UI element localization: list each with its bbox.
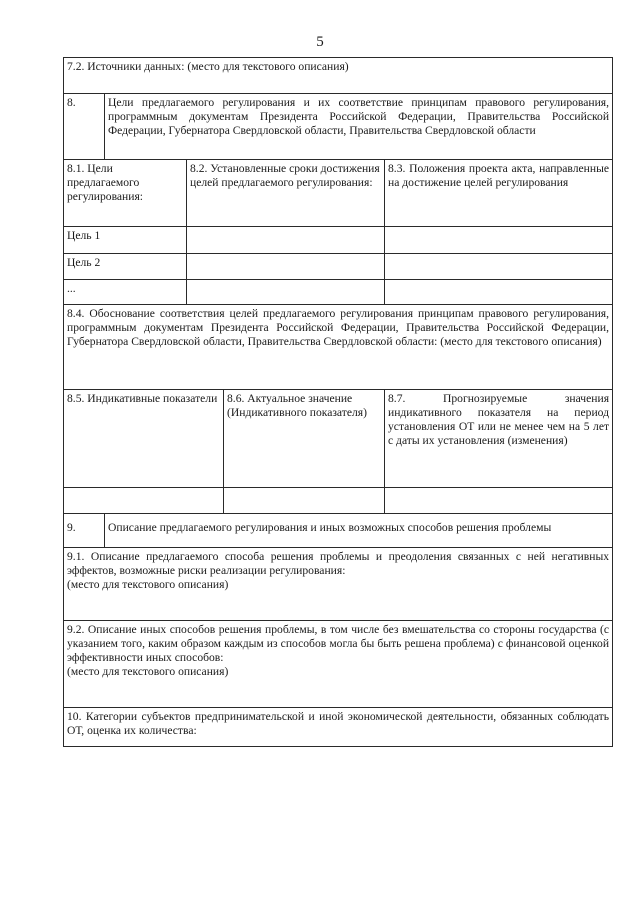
section-7-2-data-sources — [64, 58, 613, 94]
goal-row-deadline-cell — [187, 280, 385, 305]
goal-row-provisions-cell — [385, 254, 613, 280]
section-9-title: Описание предлагаемого регулирования и иных возможных способов решения проблемы — [105, 514, 613, 548]
section-9-1-placeholder: (место для текстового описания) — [67, 578, 229, 591]
section-9-number: 9. — [64, 514, 105, 548]
section-8-number: 8. — [64, 94, 105, 160]
section-8-title: Цели предлагаемого регулирования и их соответствие принципам правового регулирования, программным документам Президента Российской Федерации, Правительства Российской Федерации, Губернатора Свердловской области, Правительства Свердловской области — [105, 94, 613, 160]
goal-row-label: Цель 1 — [64, 227, 187, 254]
goals-header-col3: 8.3. Положения проекта акта, направленные на достижение целей регулирования — [385, 160, 613, 227]
section-10-business-categories: 10. Категории субъектов предпринимательской и иной экономической деятельности, обязанных соблюдать ОТ, оценка их количества: — [64, 708, 613, 747]
section-9-2-alternatives — [64, 621, 613, 708]
section-9-2-text: 9.2. Описание иных способов решения проблемы, в том числе без вмешательства со стороны государства (с указанием того, каким образом каждым из способов могла бы быть решена проблема) с финансовой оценкой эффективности иных способов: — [67, 623, 610, 664]
indicators-header-col2: 8.6. Актуальное значение (Индикативного показателя) — [224, 390, 385, 488]
section-9-1-proposed-solution — [64, 548, 613, 621]
goal-row-deadline-cell — [187, 254, 385, 280]
indicator-value-cell — [385, 488, 613, 514]
goals-header-col2: 8.2. Установленные сроки достижения целей предлагаемого регулирования: — [187, 160, 385, 227]
indicator-value-cell — [64, 488, 224, 514]
section-7-2-text: 7.2. Источники данных: (место для текстового описания) — [67, 60, 349, 73]
regulatory-impact-form — [63, 57, 613, 747]
section-9-2-placeholder: (место для текстового описания) — [67, 665, 229, 678]
goals-header-col1: 8.1. Цели предлагаемого регулирования: — [64, 160, 187, 227]
section-9-1-text: 9.1. Описание предлагаемого способа решения проблемы и преодоления связанных с ней негативных эффектов, возможные риски реализации регулирования: — [67, 550, 610, 577]
goal-row-label: Цель 2 — [64, 254, 187, 280]
page-number: 5 — [316, 34, 324, 50]
goal-row-deadline-cell — [187, 227, 385, 254]
indicators-header-col1: 8.5. Индикативные показатели — [64, 390, 224, 488]
goal-row-provisions-cell — [385, 280, 613, 305]
goal-row-provisions-cell — [385, 227, 613, 254]
section-8-4-justification: 8.4. Обоснование соответствия целей предлагаемого регулирования принципам правового регулирования, программным документам Президента Российской Федерации, Правительства Российской Федерации, Губернатора Свердловской области, Правительства Свердловской области: (место для текстового описания) — [64, 305, 613, 390]
indicator-value-cell — [224, 488, 385, 514]
indicators-header-col3: 8.7. Прогнозируемые значения индикативного показателя на период установления ОТ или не менее чем на 5 лет с даты их установления (изменения) — [385, 390, 613, 488]
goal-row-label: ... — [64, 280, 187, 305]
